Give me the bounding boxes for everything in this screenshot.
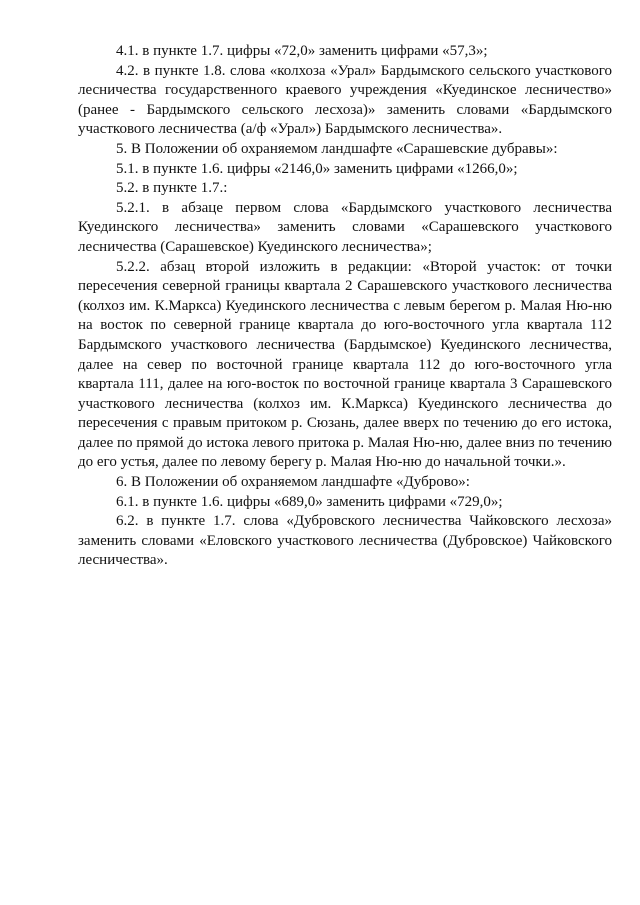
paragraph-6: 6. В Положении об охраняемом ландшафте «Дуброво»: [116, 474, 470, 491]
paragraph-5-2-2: 5.2.2. абзац второй изложить в редакции: «Второй участок: от точки пересечения северной границы квартала 2 Сарашевского участкового лесничества (колхоз им. К.Маркса) Куединского лесничества с левым берегом р. Малая Ню-ню на восток по северной границе квартала до юго-восточного угла квартала 112 Бардымского участкового лесничества (Бардымское) Куединского лесничества, далее на север по восточной границе квартала 112 до юго-восточного угла квартала 111, далее на юго-восток по восточной границе квартала 3 Сарашевского участкового лесничества (колхоз им. К.Маркса) Куединского лесничества до пересечения с правым притоком р. Сюзань, далее вверх по течению до его истока, далее по прямой до истока левого притока р. Малая Ню-ню, далее вниз по течению до его устья, далее по левому берегу р. Малая Ню-ню до начальной точки.». [78, 258, 612, 471]
paragraph-5-2: 5.2. в пункте 1.7.: [116, 180, 228, 197]
paragraph-6-2: 6.2. в пункте 1.7. слова «Дубровского лесничества Чайковского лесхоза» заменить словами «Еловского участкового лесничества (Дубровское) Чайковского лесничества». [78, 513, 612, 569]
paragraph-5: 5. В Положении об охраняемом ландшафте «Сарашевские дубравы»: [116, 140, 558, 157]
paragraph-6-1: 6.1. в пункте 1.6. цифры «689,0» заменить цифрами «729,0»; [116, 493, 503, 510]
paragraph-5-1: 5.1. в пункте 1.6. цифры «2146,0» заменить цифрами «1266,0»; [116, 160, 518, 177]
document-page [78, 42, 612, 571]
paragraph-5-2-1: 5.2.1. в абзаце первом слова «Бардымского участкового лесничества Куединского лесничества» заменить словами «Сарашевского участкового лесничества (Сарашевское) Куединского лесничества»; [78, 199, 612, 255]
paragraph-4-2: 4.2. в пункте 1.8. слова «колхоза «Урал» Бардымского сельского участкового лесничества государственного краевого учреждения «Куединское лесничество» (ранее - Бардымского сельского лесхоза)» заменить словами «Бардымского участкового лесничества (а/ф «Урал») Бардымского лесничества». [78, 62, 612, 138]
paragraph-4-1: 4.1. в пункте 1.7. цифры «72,0» заменить цифрами «57,3»; [116, 43, 488, 59]
